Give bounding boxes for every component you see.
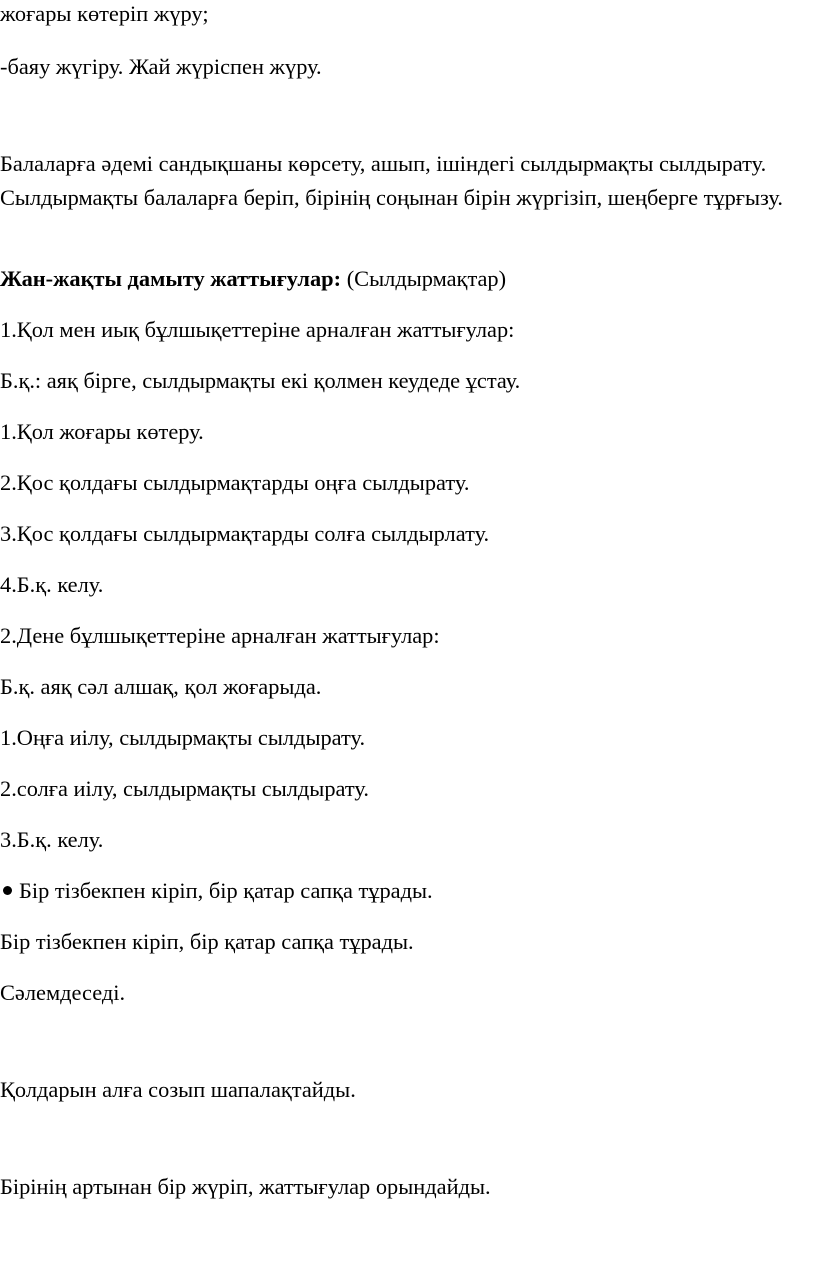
text-line-14: 2.солға иілу, сылдырмақты сылдырату. (0, 776, 369, 801)
text-line-1: жоғары көтеріп жүру; (0, 1, 209, 26)
paragraph-sandyk: Балаларға әдемі сандықшаны көрсету, ашып, ішіндегі сылдырмақты сылдырату. Сылдырмақты балаларға беріп, бірінің соңынан бірін жүргізіп, шеңберге тұрғызу. (0, 151, 783, 210)
text-line-18: Сәлемдеседі. (0, 980, 126, 1005)
text-line-15: 3.Б.қ. келу. (0, 827, 104, 852)
heading-bold-text: Жан-жақты дамыту жаттығулар: (0, 266, 342, 291)
section-heading (0, 262, 506, 296)
text-line-9: 3.Қос қолдағы сылдырмақтарды солға сылдырлату. (0, 521, 490, 546)
text-line-2: -баяу жүгіру. Жай жүріспен жүру. (0, 54, 322, 79)
text-line-7: 1.Қол жоғары көтеру. (0, 419, 204, 444)
bullet-item (0, 874, 433, 908)
text-line-11: 2.Дене бұлшықеттеріне арналған жаттығулар: (0, 623, 440, 648)
text-line-19: Қолдарын алға созып шапалақтайды. (0, 1077, 356, 1102)
bullet-dot-icon (3, 886, 12, 895)
text-line-8: 2.Қос қолдағы сылдырмақтарды оңға сылдырату. (0, 470, 470, 495)
text-line-17: Бір тізбекпен кіріп, бір қатар сапқа тұрады. (0, 929, 414, 954)
text-line-13: 1.Оңға иілу, сылдырмақты сылдырату. (0, 725, 366, 750)
heading-paren-text: (Сылдырмақтар) (341, 266, 507, 291)
text-line-6: Б.қ.: аяқ бірге, сылдырмақты екі қолмен кеудеде ұстау. (0, 368, 521, 393)
text-line-12: Б.қ. аяқ сәл алшақ, қол жоғарыда. (0, 674, 322, 699)
bullet-text: Бір тізбекпен кіріп, бір қатар сапқа тұрады. (19, 878, 433, 903)
text-line-20: Бірінің артынан бір жүріп, жаттығулар орындайды. (0, 1174, 491, 1199)
text-line-10: 4.Б.қ. келу. (0, 572, 104, 597)
text-line-5: 1.Қол мен иық бұлшықеттеріне арналған жаттығулар: (0, 317, 515, 342)
